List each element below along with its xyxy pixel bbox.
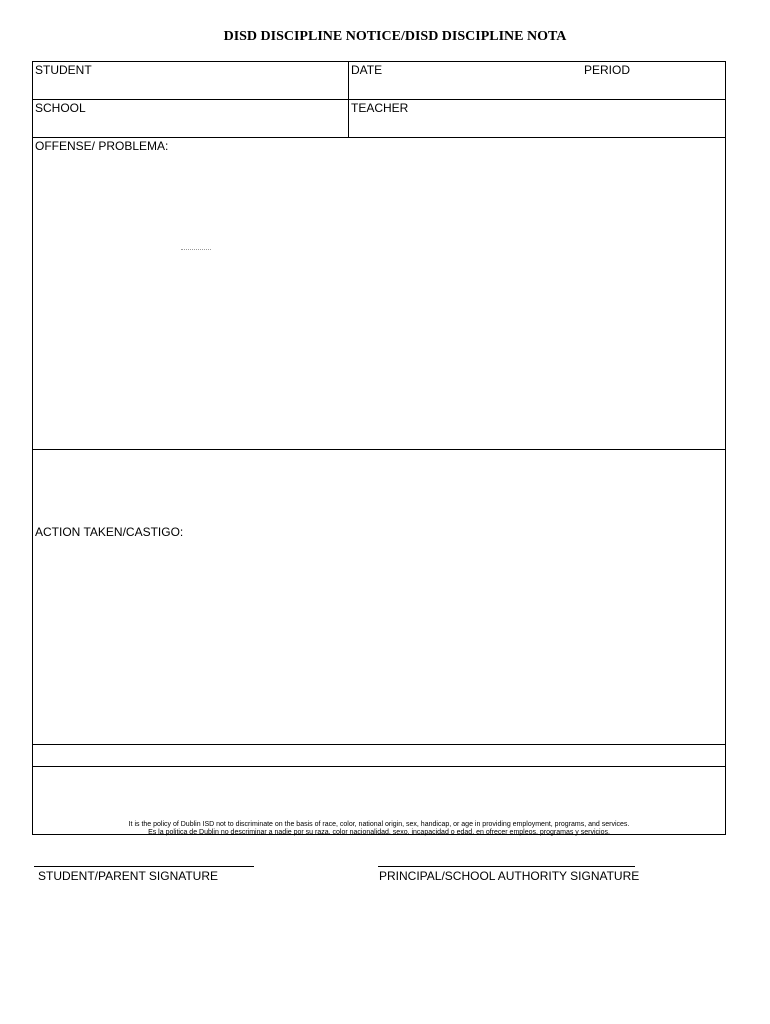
row-divider-blank <box>32 766 726 767</box>
form-table <box>32 61 726 835</box>
dotted-mark <box>181 249 211 250</box>
form-title: DISD DISCIPLINE NOTICE/DISD DISCIPLINE NOTA <box>223 29 567 44</box>
principal-signature-line[interactable] <box>378 866 635 867</box>
student-parent-signature-line[interactable] <box>34 866 254 867</box>
policy-spanish: Es la politica de Dublin no descriminar a nadie por su raza, color nacionalidad, sexo, incapacidad o edad, en ofrecer empleos, programas y servicios. <box>148 829 610 836</box>
offense-field[interactable]: OFFENSE/ PROBLEMA: <box>35 139 169 153</box>
action-taken-field[interactable]: ACTION TAKEN/CASTIGO: <box>35 525 184 539</box>
row-divider-offense <box>32 449 726 450</box>
principal-signature-label: PRINCIPAL/SCHOOL AUTHORITY SIGNATURE <box>379 869 640 883</box>
row-divider-school <box>32 137 726 138</box>
student-field[interactable]: STUDENT <box>35 63 92 77</box>
teacher-field[interactable]: TEACHER <box>351 101 409 115</box>
column-divider <box>348 61 349 137</box>
row-divider-student <box>32 99 726 100</box>
school-field[interactable]: SCHOOL <box>35 101 86 115</box>
period-field[interactable]: PERIOD <box>584 63 631 77</box>
row-divider-action <box>32 744 726 745</box>
date-field[interactable]: DATE <box>351 63 383 77</box>
student-parent-signature-label: STUDENT/PARENT SIGNATURE <box>38 869 219 883</box>
policy-english: It is the policy of Dublin ISD not to discriminate on the basis of race, color, national origin, sex, handicap, or age in providing employment, programs, and services. <box>128 821 630 828</box>
